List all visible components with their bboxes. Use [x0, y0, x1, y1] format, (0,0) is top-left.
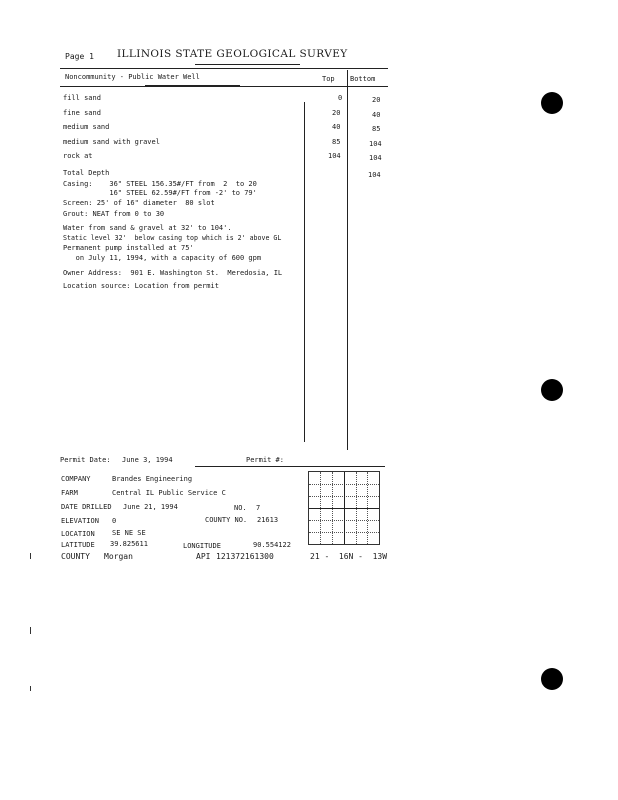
log-divider-left	[304, 102, 305, 442]
strata-bottom: 85	[372, 125, 381, 133]
document-title: ILLINOIS STATE GEOLOGICAL SURVEY	[117, 48, 348, 60]
total-depth-value: 104	[368, 171, 381, 179]
note-line: Screen: 25' of 16" diameter 80 slot	[63, 199, 215, 207]
log-divider-right	[347, 70, 348, 450]
permit-number-label: Permit #:	[246, 456, 284, 464]
strata-name: medium sand	[63, 123, 110, 131]
permit-date-label: Permit Date:	[60, 456, 111, 464]
api-label: API	[196, 552, 211, 561]
header-rule	[60, 68, 388, 69]
margin-mark	[30, 553, 31, 559]
farm-value: Central IL Public Service C	[112, 489, 226, 497]
strata-name: fine sand	[63, 109, 101, 117]
latitude-label: LATITUDE	[61, 541, 95, 549]
note-line: Casing: 36" STEEL 156.35#/FT from 2 to 20	[63, 180, 257, 188]
strata-top: 85	[332, 138, 341, 146]
well-no-label: NO.	[234, 504, 247, 512]
note-line: Grout: NEAT from 0 to 30	[63, 210, 165, 218]
strata-name: medium sand with gravel	[63, 138, 160, 146]
section-location-grid	[308, 471, 380, 545]
county-value: Morgan	[104, 552, 133, 561]
longitude-value: 90.554122	[253, 541, 291, 549]
strata-bottom: 40	[372, 111, 381, 119]
note-line: Permanent pump installed at 75'	[63, 244, 194, 252]
strata-name: fill sand	[63, 94, 101, 102]
county-no-value: 21613	[257, 516, 279, 524]
permit-rule	[195, 466, 385, 467]
farm-label: FARM	[61, 489, 78, 497]
strata-bottom: 104	[369, 140, 382, 148]
column-header-rule	[60, 86, 388, 87]
location-value: SE NE SE	[112, 529, 146, 537]
strata-top: 20	[332, 109, 341, 117]
api-value: 121372161300	[216, 552, 274, 561]
strata-top: 104	[328, 152, 341, 160]
margin-mark	[30, 627, 31, 634]
strata-bottom: 104	[369, 154, 382, 162]
note-line: Owner Address: 901 E. Washington St. Meredosia, IL	[63, 269, 283, 277]
well-no-value: 7	[256, 504, 261, 512]
note-line: 16" STEEL 62.59#/FT from -2' to 79'	[63, 189, 257, 197]
permit-date-value: June 3, 1994	[122, 456, 173, 464]
date-drilled-value: June 21, 1994	[123, 503, 178, 511]
location-label: LOCATION	[61, 530, 95, 538]
margin-mark	[30, 686, 31, 691]
column-bottom-header: Bottom	[350, 75, 376, 83]
total-depth-label: Total Depth	[63, 169, 110, 177]
note-line: Location source: Location from permit	[63, 282, 219, 290]
section-township-range: 21 - 16N - 13W	[310, 552, 388, 561]
strata-top: 40	[332, 123, 341, 131]
column-top-header: Top	[322, 75, 335, 83]
note-line: Water from sand & gravel at 32' to 104'.	[63, 224, 232, 232]
elevation-label: ELEVATION	[61, 517, 99, 525]
punch-hole-bottom	[541, 668, 563, 690]
strata-bottom: 20	[372, 96, 381, 104]
page-number: Page 1	[65, 52, 94, 61]
elevation-value: 0	[112, 517, 117, 525]
company-label: COMPANY	[61, 475, 91, 483]
longitude-label: LONGITUDE	[183, 542, 221, 550]
note-line: on July 11, 1994, with a capacity of 600 gpm	[63, 254, 262, 262]
county-no-label: COUNTY NO.	[205, 516, 248, 524]
punch-hole-middle	[541, 379, 563, 401]
note-line: Static level 32' below casing top which is 2' above GL	[63, 234, 282, 242]
well-type: Noncommunity - Public Water Well	[65, 73, 200, 81]
title-underline	[195, 64, 300, 65]
punch-hole-top	[541, 92, 563, 114]
strata-top: 0	[338, 94, 343, 102]
county-label: COUNTY	[61, 552, 90, 561]
date-drilled-label: DATE DRILLED	[61, 503, 112, 511]
latitude-value: 39.825611	[110, 540, 148, 548]
company-value: Brandes Engineering	[112, 475, 193, 483]
strata-name: rock at	[63, 152, 93, 160]
